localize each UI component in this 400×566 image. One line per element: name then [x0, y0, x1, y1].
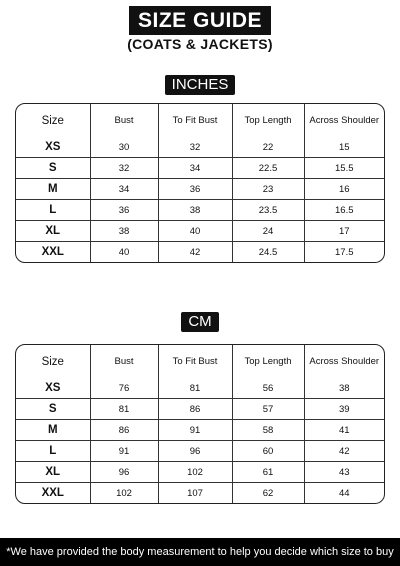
- cm-badge: CM: [181, 312, 218, 332]
- across-shoulder-cell: 16.5: [304, 200, 384, 221]
- bust-cell: 30: [90, 137, 158, 158]
- page-subtitle: (COATS & JACKETS): [127, 36, 273, 52]
- size-cell: S: [16, 399, 90, 420]
- bust-cell: 32: [90, 158, 158, 179]
- inches-header-top-length: Top Length: [232, 104, 304, 137]
- across-shoulder-cell: 43: [304, 462, 384, 483]
- to-fit-bust-cell: 96: [158, 441, 232, 462]
- inches-badge: INCHES: [165, 75, 236, 95]
- to-fit-bust-cell: 36: [158, 179, 232, 200]
- to-fit-bust-cell: 34: [158, 158, 232, 179]
- size-cell: L: [16, 200, 90, 221]
- across-shoulder-cell: 42: [304, 441, 384, 462]
- bust-cell: 76: [90, 378, 158, 399]
- top-length-cell: 57: [232, 399, 304, 420]
- inches-table: [15, 103, 385, 263]
- table-row: [16, 483, 384, 504]
- inches-header-across-shoulder: Across Shoulder: [309, 115, 380, 126]
- inches-header-row: [16, 104, 384, 137]
- size-cell: M: [16, 179, 90, 200]
- cm-header-top-length: Top Length: [232, 345, 304, 378]
- table-row: [16, 462, 384, 483]
- cm-badge-container: [0, 312, 400, 332]
- table-row: [16, 200, 384, 221]
- across-shoulder-cell: 15.5: [304, 158, 384, 179]
- top-length-cell: 22: [232, 137, 304, 158]
- across-shoulder-cell: 38: [304, 378, 384, 399]
- top-length-cell: 23: [232, 179, 304, 200]
- table-row: [16, 221, 384, 242]
- bust-cell: 34: [90, 179, 158, 200]
- top-length-cell: 23.5: [232, 200, 304, 221]
- inches-header-size: Size: [16, 104, 90, 137]
- top-length-cell: 56: [232, 378, 304, 399]
- across-shoulder-cell: 15: [304, 137, 384, 158]
- to-fit-bust-cell: 91: [158, 420, 232, 441]
- size-cell: S: [16, 158, 90, 179]
- size-cell: XL: [16, 221, 90, 242]
- to-fit-bust-cell: 102: [158, 462, 232, 483]
- cm-table: [15, 344, 385, 504]
- cm-header-across-shoulder: Across Shoulder: [309, 356, 380, 367]
- size-cell: XXL: [16, 483, 90, 504]
- cm-header-size: Size: [16, 345, 90, 378]
- top-length-cell: 24.5: [232, 242, 304, 263]
- table-row: [16, 242, 384, 263]
- size-cell: M: [16, 420, 90, 441]
- table-row: [16, 158, 384, 179]
- size-cell: XS: [16, 137, 90, 158]
- size-cell: XS: [16, 378, 90, 399]
- table-row: [16, 441, 384, 462]
- top-length-cell: 24: [232, 221, 304, 242]
- across-shoulder-cell: 41: [304, 420, 384, 441]
- bust-cell: 96: [90, 462, 158, 483]
- top-length-cell: 62: [232, 483, 304, 504]
- inches-header-bust: Bust: [90, 104, 158, 137]
- bust-cell: 36: [90, 200, 158, 221]
- table-row: [16, 179, 384, 200]
- bust-cell: 40: [90, 242, 158, 263]
- top-length-cell: 22.5: [232, 158, 304, 179]
- bust-cell: 102: [90, 483, 158, 504]
- bust-cell: 86: [90, 420, 158, 441]
- to-fit-bust-cell: 81: [158, 378, 232, 399]
- across-shoulder-cell: 17.5: [335, 246, 354, 258]
- bust-cell: 81: [90, 399, 158, 420]
- inches-badge-container: [0, 75, 400, 95]
- across-shoulder-cell: 39: [304, 399, 384, 420]
- size-cell: XL: [16, 462, 90, 483]
- top-length-cell: 61: [232, 462, 304, 483]
- across-shoulder-cell: 44: [338, 487, 350, 499]
- top-length-cell: 60: [232, 441, 304, 462]
- page-title: SIZE GUIDE: [129, 6, 271, 35]
- size-cell: XXL: [16, 242, 90, 263]
- to-fit-bust-cell: 32: [158, 137, 232, 158]
- footer-note: *We have provided the body measurement to help you decide which size to buy: [0, 538, 400, 566]
- table-row: [16, 137, 384, 158]
- to-fit-bust-cell: 86: [158, 399, 232, 420]
- cm-header-to-fit-bust: To Fit Bust: [158, 345, 232, 378]
- table-row: [16, 420, 384, 441]
- to-fit-bust-cell: 107: [158, 483, 232, 504]
- bust-cell: 91: [90, 441, 158, 462]
- to-fit-bust-cell: 38: [158, 200, 232, 221]
- cm-header-row: [16, 345, 384, 378]
- cm-header-bust: Bust: [90, 345, 158, 378]
- size-cell: L: [16, 441, 90, 462]
- to-fit-bust-cell: 40: [158, 221, 232, 242]
- to-fit-bust-cell: 42: [158, 242, 232, 263]
- table-row: [16, 378, 384, 399]
- table-row: [16, 399, 384, 420]
- inches-header-to-fit-bust: To Fit Bust: [158, 104, 232, 137]
- across-shoulder-cell: 17: [304, 221, 384, 242]
- title-container: [0, 6, 400, 35]
- bust-cell: 38: [90, 221, 158, 242]
- top-length-cell: 58: [232, 420, 304, 441]
- across-shoulder-cell: 16: [304, 179, 384, 200]
